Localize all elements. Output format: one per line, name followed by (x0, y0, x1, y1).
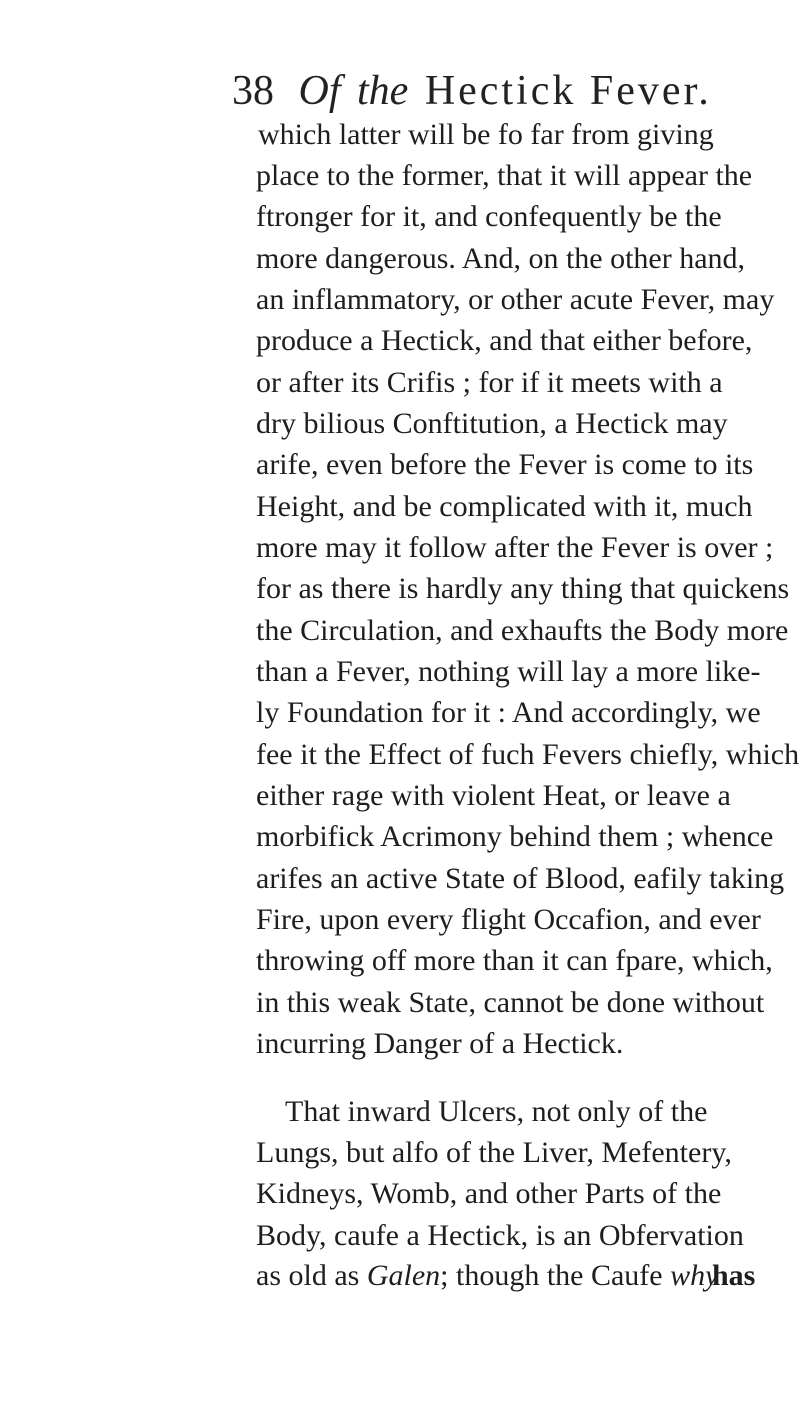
author-name: Galen (366, 1259, 441, 1292)
text-line: ftronger for it, and confequently be the (256, 200, 722, 233)
text-line: Kidneys, Womb, and other Parts of the (256, 1177, 722, 1210)
text-line: Height, and be complicated with it, much (256, 490, 753, 523)
text-line: fee it the Effect of fuch Fevers chiefly, which (256, 738, 800, 771)
text-line: Body, caufe a Hectick, is an Obfervation (256, 1219, 744, 1252)
text-span: ; though the Caufe (440, 1259, 671, 1292)
text-line: either rage with violent Heat, or leave a (256, 779, 731, 812)
text-line: Lungs, but alfo of the Liver, Mefentery, (256, 1136, 732, 1169)
text-span: as old as (256, 1259, 367, 1292)
text-line: arifes an active State of Blood, eafily taking (256, 862, 785, 895)
running-head-the: the (357, 68, 409, 114)
text-line: arife, even before the Fever is come to its (256, 448, 754, 481)
text-line: than a Fever, nothing will lay a more like- (256, 655, 761, 688)
running-head-of: Of (298, 68, 341, 114)
text-line: or after its Crifis ; for if it meets with a (256, 366, 723, 399)
text-line: ly Foundation for it : And accordingly, we (256, 696, 761, 729)
text-line: morbifick Acrimony behind them ; whence (256, 820, 774, 853)
page-number: 38 (232, 68, 274, 114)
text-line: more may it follow after the Fever is over ; (256, 531, 774, 564)
text-line: an inflammatory, or other acute Fever, may (256, 283, 775, 316)
text-line: place to the former, that it will appear the (256, 159, 753, 192)
text-line: the Circulation, and exhaufts the Body more (256, 614, 789, 647)
catchword: has (712, 1259, 756, 1292)
text-line: which latter will be fo far from giving (258, 118, 714, 151)
text-line: Fire, upon every flight Occafion, and ever (256, 903, 761, 936)
text-line: produce a Hectick, and that either before, (256, 324, 753, 357)
text-line: in this weak State, cannot be done without (256, 986, 765, 1019)
text-line: throwing off more than it can fpare, which, (256, 944, 773, 977)
running-head (232, 66, 712, 116)
running-head-title: Hectick Fever. (424, 68, 712, 114)
text-line: for as there is hardly any thing that quickens (256, 572, 790, 605)
text-line: more dangerous. And, on the other hand, (256, 242, 746, 275)
text-line: dry bilious Conftitution, a Hectick may (256, 407, 728, 440)
text-line (256, 1257, 718, 1295)
text-line: incurring Danger of a Hectick. (256, 1027, 624, 1060)
text-line: That inward Ulcers, not only of the (285, 1095, 708, 1128)
italic-word: why (670, 1259, 719, 1292)
